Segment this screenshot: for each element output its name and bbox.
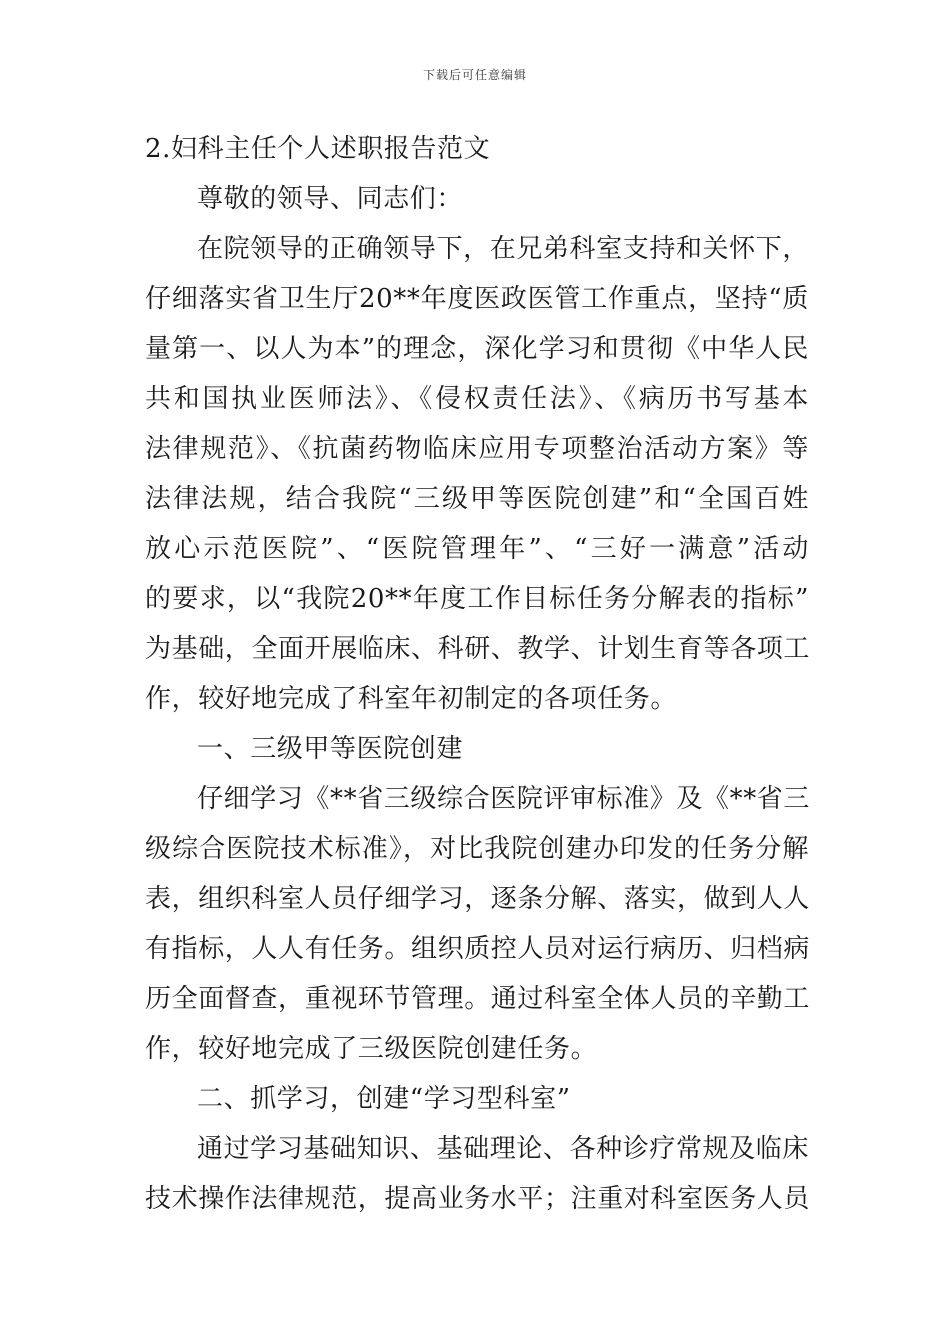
header-note: 下载后可任意编辑 [422, 68, 527, 82]
paragraph-2-line: 表，组织科室人员仔细学习，逐条分解、落实，做到人人 [145, 884, 811, 914]
paragraph-2-line: 作，较好地完成了三级医院创建任务。 [145, 1034, 598, 1064]
paragraph-1-line: 在院领导的正确领导下，在兄弟科室支持和关怀下， [197, 234, 809, 264]
paragraph-1-line: 共和国执业医师法》、《侵权责任法》、《病历书写基本 [145, 384, 809, 414]
paragraph-1-line: 仔细落实省卫生厅20**年度医政医管工作重点，坚持“质 [145, 284, 809, 314]
paragraph-1-line: 放心示范医院”、“医院管理年”、“三好一满意”活动 [145, 534, 809, 564]
paragraph-2-line: 历全面督查，重视环节管理。通过科室全体人员的辛勤工 [145, 984, 811, 1014]
paragraph-1-line: 作，较好地完成了科室年初制定的各项任务。 [145, 684, 678, 714]
greeting: 尊敬的领导、同志们： [197, 184, 464, 214]
paragraph-1-line: 法律规范》、《抗菌药物临床应用专项整治活动方案》等 [145, 434, 809, 464]
paragraph-1-line: 的要求，以“我院20**年度工作目标任务分解表的指标” [145, 584, 809, 614]
paragraph-2-line: 有指标，人人有任务。组织质控人员对运行病历、归档病 [145, 934, 811, 964]
paragraph-1-line: 为基础，全面开展临床、科研、教学、计划生育等各项工 [145, 634, 811, 664]
paragraph-1-line: 法律法规，结合我院“三级甲等医院创建”和“全国百姓 [145, 484, 809, 514]
paragraph-1-line: 量第一、以人为本”的理念，深化学习和贯彻《中华人民 [145, 334, 809, 364]
section-1-heading: 一、三级甲等医院创建 [197, 734, 464, 764]
paragraph-2-line: 级综合医院技术标准》，对比我院创建办印发的任务分解 [145, 834, 809, 864]
paragraph-3-line: 技术操作法律规范，提高业务水平；注重对科室医务人员 [145, 1184, 811, 1214]
section-2-heading: 二、抓学习，创建“学习型科室” [197, 1084, 571, 1114]
paragraph-2-line: 仔细学习《**省三级综合医院评审标准》及《**省三 [197, 784, 811, 814]
paragraph-3-line: 通过学习基础知识、基础理论、各种诊疗常规及临床 [197, 1134, 809, 1164]
document-title: 2.妇科主任个人述职报告范文 [145, 134, 491, 164]
document-body [145, 124, 809, 1224]
